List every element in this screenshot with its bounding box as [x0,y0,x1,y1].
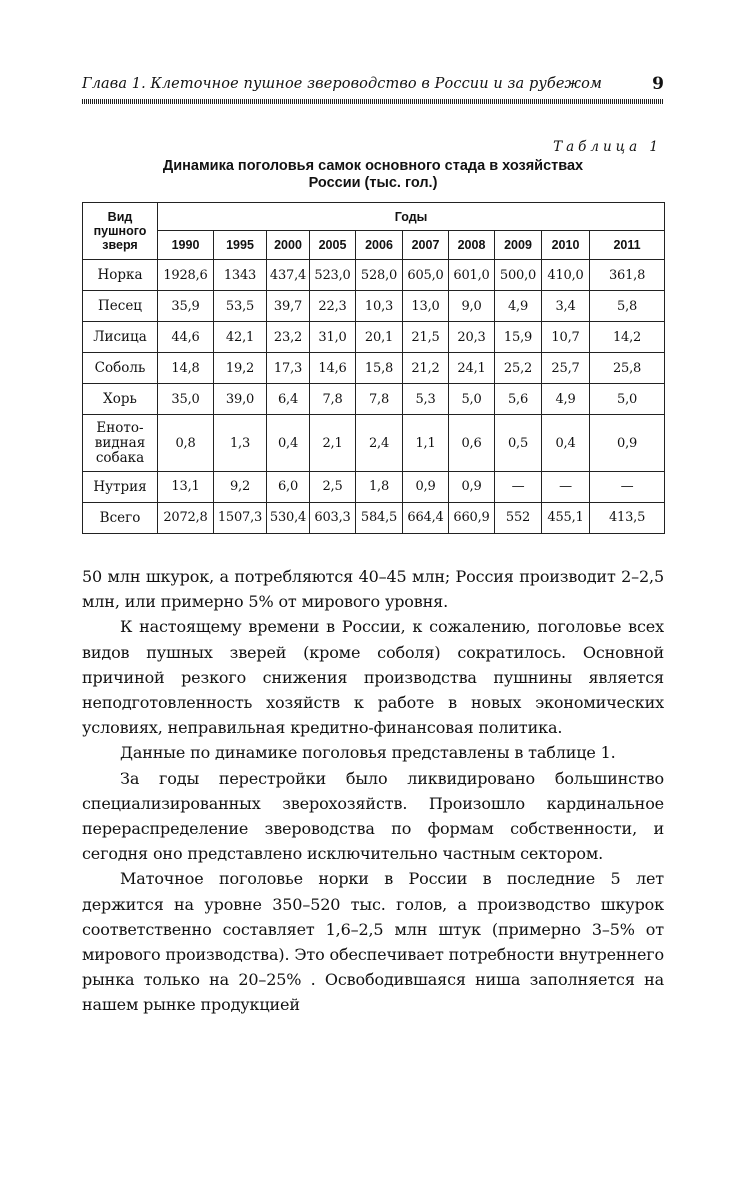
species-cell [83,353,158,384]
table-row [83,471,665,502]
years-header-row [83,231,665,260]
value-cell: 23,2 [267,322,310,353]
value-cell: 5,0 [449,384,495,415]
running-title: Глава 1. Клеточное пушное звероводство в России и за рубежом [82,76,603,92]
value-cell: 5,0 [590,384,665,415]
value-cell: 5,8 [590,291,665,322]
value-cell: 25,8 [590,353,665,384]
value-cell: 53,5 [214,291,267,322]
value-cell: 3,4 [542,291,590,322]
species-label: видная [94,434,146,451]
table-body [83,260,665,534]
year-header-1990: 1990 [158,231,214,260]
value-cell: 1,8 [356,471,403,502]
species-cell [83,322,158,353]
species-cell [83,415,158,472]
value-cell: 0,8 [158,415,214,472]
value-cell: 5,6 [495,384,542,415]
value-cell: 13,0 [403,291,449,322]
table-row [83,415,665,472]
value-cell: 0,9 [449,471,495,502]
value-cell: 39,0 [214,384,267,415]
value-cell: 1,3 [214,415,267,472]
value-cell: 5,3 [403,384,449,415]
value-cell: 500,0 [495,260,542,291]
year-header-2000: 2000 [267,231,310,260]
page-header [82,76,664,98]
value-cell: 0,9 [403,471,449,502]
value-cell: 1507,3 [214,502,267,533]
value-cell: 35,0 [158,384,214,415]
value-cell: 1928,6 [158,260,214,291]
value-cell: 605,0 [403,260,449,291]
value-cell: 2,1 [310,415,356,472]
value-cell: 39,7 [267,291,310,322]
value-cell: 15,9 [495,322,542,353]
value-cell: 603,3 [310,502,356,533]
value-cell: 9,0 [449,291,495,322]
species-cell [83,384,158,415]
value-cell: 4,9 [495,291,542,322]
table-row [83,384,665,415]
value-cell: 21,2 [403,353,449,384]
value-cell: 1,1 [403,415,449,472]
value-cell: 2,5 [310,471,356,502]
value-cell: 6,0 [267,471,310,502]
paragraph: К настоящему времени в России, к сожалению, поголовье всех видов пушных зверей (кроме соболя) сократилось. Основной причиной резкого снижения производства пушнины является неподготовленность хозяйств к работе в новых экономических условиях, неправильная кредитно-финансовая политика. [82,617,664,738]
year-header-2010: 2010 [542,231,590,260]
value-cell: 25,2 [495,353,542,384]
paragraph: Маточное поголовье норки в России в последние 5 лет держится на уровне 350–520 тыс. голов, а производство шкурок соответственно составляет 1,6–2,5 млн штук (примерно 3–5% от мирового производства). Это обеспечивает потребности внутреннего рынка только на 20–25% . Освободившаяся ниша заполняется на нашем рынке продукцией [82,869,664,1015]
table-title-line-1: Динамика поголовья самок основного стада в хозяйствах [162,158,584,174]
value-cell: 410,0 [542,260,590,291]
species-cell [83,291,158,322]
value-cell: 20,1 [356,322,403,353]
value-cell: 0,4 [267,415,310,472]
species-label: Норка [97,267,143,283]
species-label: Песец [98,298,142,315]
header-rule [82,99,664,104]
value-cell: 20,3 [449,322,495,353]
value-cell: 31,0 [310,322,356,353]
value-cell: 7,8 [310,384,356,415]
value-cell: 17,3 [267,353,310,384]
value-cell: 660,9 [449,502,495,533]
table-header-row [83,203,665,231]
value-cell: 4,9 [542,384,590,415]
value-cell: 1343 [214,260,267,291]
value-cell: 437,4 [267,260,310,291]
corner-line: зверя [102,238,138,252]
value-cell: 6,4 [267,384,310,415]
species-cell [83,502,158,533]
paragraph: За годы перестройки было ликвидировано большинство специализированных зверохозяйств. Произошло кардинальное перераспределение звероводства по формам собственности, и сегодня оно представлено исключительно частным сектором. [82,768,664,864]
value-cell: 19,2 [214,353,267,384]
value-cell: 13,1 [158,471,214,502]
value-cell: 528,0 [356,260,403,291]
species-label: Хорь [103,391,137,408]
year-header-2009: 2009 [495,231,542,260]
table-row [83,502,665,533]
value-cell: 0,4 [542,415,590,472]
paragraph: Данные по динамике поголовья представлены в таблице 1. [120,743,616,763]
value-cell: 15,8 [356,353,403,384]
species-label: Всего [99,509,141,526]
value-cell: — [542,471,590,502]
paragraph: 50 млн шкурок, а потребляются 40–45 млн; Россия производит 2–2,5 млн, или примерно 5% от мирового уровня. [82,567,664,612]
year-header-1995: 1995 [214,231,267,260]
year-header-2008: 2008 [449,231,495,260]
table-label: Таблица 1 [553,139,662,155]
species-label: Соболь [94,360,146,377]
table-title [82,158,664,192]
value-cell: 413,5 [590,502,665,533]
table-row [83,322,665,353]
value-cell: 10,7 [542,322,590,353]
year-header-2005: 2005 [310,231,356,260]
years-group-header: Годы [158,203,665,231]
value-cell: 14,6 [310,353,356,384]
page-number: 9 [652,74,664,94]
year-header-2007: 2007 [403,231,449,260]
table-row [83,260,665,291]
species-cell [83,260,158,291]
value-cell: 584,5 [356,502,403,533]
corner-line: Вид [107,210,133,224]
value-cell: 21,5 [403,322,449,353]
value-cell: 14,8 [158,353,214,384]
value-cell: 455,1 [542,502,590,533]
value-cell: 552 [495,502,542,533]
value-cell: 7,8 [356,384,403,415]
year-header-2011: 2011 [590,231,665,260]
value-cell: 14,2 [590,322,665,353]
species-label: Еното- [96,419,144,436]
value-cell: 25,7 [542,353,590,384]
species-column-header [83,203,158,260]
species-label: собака [95,449,145,466]
value-cell: — [495,471,542,502]
table-row [83,353,665,384]
value-cell: 361,8 [590,260,665,291]
value-cell: 2072,8 [158,502,214,533]
value-cell: 2,4 [356,415,403,472]
population-table [82,202,665,534]
body-text [82,564,664,1018]
value-cell: 42,1 [214,322,267,353]
value-cell: 44,6 [158,322,214,353]
species-label: Нутрия [93,478,147,495]
value-cell: 664,4 [403,502,449,533]
table-row [83,291,665,322]
value-cell: 0,5 [495,415,542,472]
year-header-2006: 2006 [356,231,403,260]
value-cell: 22,3 [310,291,356,322]
value-cell: 9,2 [214,471,267,502]
value-cell: 24,1 [449,353,495,384]
value-cell: 530,4 [267,502,310,533]
value-cell: 601,0 [449,260,495,291]
value-cell: 0,9 [590,415,665,472]
corner-line: пушного [93,224,147,238]
species-label: Лисица [93,329,147,346]
value-cell: 35,9 [158,291,214,322]
table-title-line-2: России (тыс. гол.) [308,175,438,191]
value-cell: 523,0 [310,260,356,291]
value-cell: — [590,471,665,502]
species-cell [83,471,158,502]
value-cell: 10,3 [356,291,403,322]
value-cell: 0,6 [449,415,495,472]
